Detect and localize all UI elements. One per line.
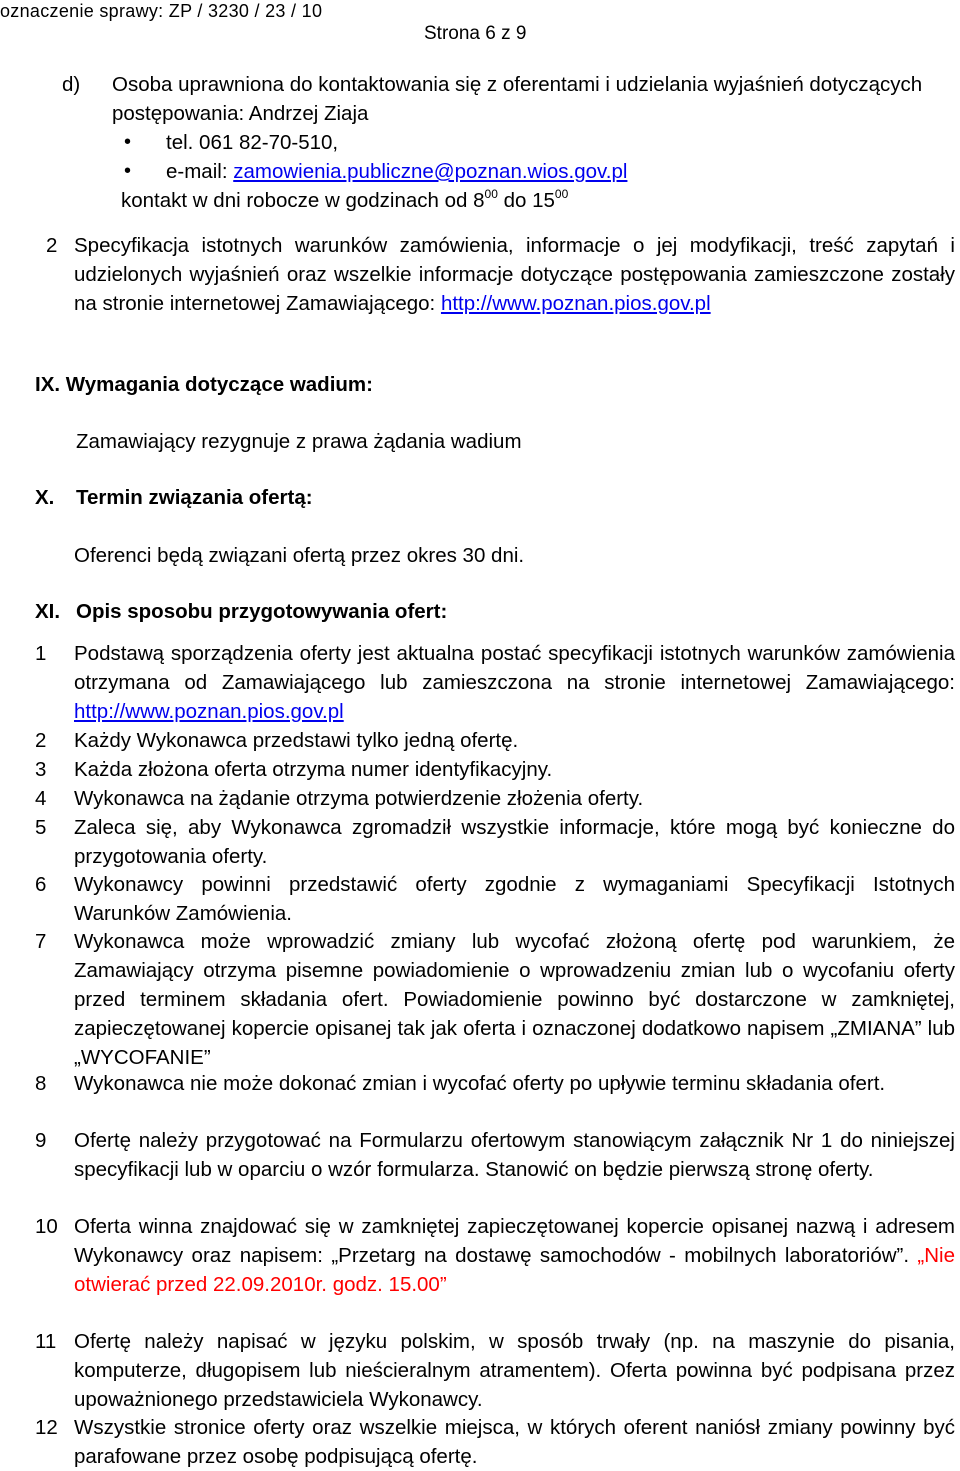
item-number: 12 (35, 1416, 58, 1439)
case-number: oznaczenie sprawy: ZP / 3230 / 23 / 10 (0, 1, 323, 21)
item-number: 1 (35, 642, 47, 665)
page-number: Strona 6 z 9 (424, 23, 527, 44)
section-x-text: Oferenci będą związani ofertą przez okres 30 dni. (74, 544, 525, 567)
section-ix-heading: IX. Wymagania dotyczące wadium: (35, 373, 373, 396)
item-text: Każda złożona oferta otrzyma numer identyfikacyjny. (74, 758, 553, 781)
item-text (74, 1212, 955, 1299)
hours-pre: kontakt w dni robocze w godzinach od 8 (121, 189, 485, 212)
section-xi-title: Opis sposobu przygotowywania ofert: (76, 600, 448, 623)
item-link[interactable]: http://www.poznan.pios.gov.pl (74, 700, 344, 723)
item-number: 5 (35, 816, 47, 839)
do-not-open-notice: „Nie otwierać przed 22.09.2010r. godz. 15.00” (74, 1244, 955, 1296)
item-number: 11 (35, 1330, 57, 1353)
email-link[interactable]: zamowienia.publiczne@poznan.wios.gov.pl (233, 160, 628, 183)
item-text: Wszystkie stronice oferty oraz wszelkie miejsca, w których oferent naniósł zmiany powinny być parafowane przez osobę podpisującą ofertę. (74, 1416, 955, 1468)
item-number: 9 (35, 1129, 47, 1152)
bullet-icon: • (124, 160, 132, 182)
hours-sup-2: 00 (554, 187, 569, 201)
item-number: 4 (35, 787, 47, 810)
item-body: Podstawą sporządzenia oferty jest aktualna postać specyfikacji istotnych warunków zamówienia otrzymana od Zamawiającego lub zamieszczona na stronie internetowej Zamawiającego: (74, 642, 955, 694)
item-text: Zaleca się, aby Wykonawca zgromadził wszystkie informacje, które mogą być konieczne do przygotowania oferty. (74, 816, 955, 868)
item-text: Ofertę należy przygotować na Formularzu ofertowym stanowiącym załącznik Nr 1 do niniejszej specyfikacji lub w oparciu o wzór formularza. Stanowić on będzie pierwszą stronę oferty. (74, 1129, 955, 1181)
item-text (74, 639, 955, 726)
bullet-icon: • (124, 131, 132, 153)
hours-mid: do 15 (497, 189, 555, 212)
item-body: Oferta winna znajdować się w zamkniętej zapieczętowanej kopercie opisanej nazwą i adresem Wykonawcy oraz napisem: „Przetarg na dostawę samochodów - mobilnych laboratoriów”. (74, 1215, 955, 1267)
spec-link[interactable]: http://www.poznan.pios.gov.pl (440, 292, 711, 315)
contact-phone: tel. 061 82-70-510, (166, 131, 339, 154)
section-ix-text: Zamawiający rezygnuje z prawa żądania wadium (76, 430, 522, 453)
item-number: 7 (35, 930, 47, 953)
section-x-number: X. (35, 486, 55, 509)
contact-email-line (166, 157, 627, 186)
section-x-title: Termin związania ofertą: (76, 486, 313, 509)
item-number: 3 (35, 758, 47, 781)
spec-text (74, 231, 955, 318)
item-text: Każdy Wykonawca przedstawi tylko jedną ofertę. (74, 729, 519, 752)
item-number: 6 (35, 873, 47, 896)
item-text: Wykonawca może wprowadzić zmiany lub wycofać złożoną ofertę pod warunkiem, że Zamawiający otrzyma pisemne powiadomienie o wprowadzeniu zmian lub o wycofaniu oferty przed terminem składania ofert. Powiadomienie powinno być dostarczone w zamkniętej, zapieczętowanej kopercie opisanej tak jak oferta i oznaczonej dodatkowo napisem „ZMIANA” lub „WYCOFANIE” (74, 930, 955, 1069)
item-number: 2 (35, 729, 47, 752)
contact-label: d) (62, 73, 81, 96)
spec-body: Specyfikacja istotnych warunków zamówienia, informacje o jej modyfikacji, treść zapytań i udzielonych wyjaśnień oraz wszelkie informacje dotyczące postępowania zamieszczone zostały na stronie internetowej Zamawiającego: (74, 234, 955, 315)
section-xi-number: XI. (35, 600, 61, 623)
hours-sup-1: 00 (484, 187, 498, 201)
item-number: 10 (35, 1215, 58, 1238)
item-text: Wykonawca nie może dokonać zmian i wycofać oferty po upływie terminu składania ofert. (74, 1072, 886, 1095)
item-text: Wykonawca na żądanie otrzyma potwierdzenie złożenia oferty. (74, 787, 644, 810)
item-text: Ofertę należy napisać w języku polskim, w sposób trwały (np. na maszynie do pisania, komputerze, długopisem lub nieścieralnym atramentem). Oferta powinna być podpisana przez upoważnionego przedstawiciela Wykonawcy. (74, 1330, 955, 1411)
item-number: 8 (35, 1072, 47, 1095)
email-prefix: e-mail: (166, 160, 234, 183)
spec-number: 2 (46, 234, 58, 257)
contact-text: Osoba uprawniona do kontaktowania się z oferentami i udzielania wyjaśnień dotyczących postępowania: Andrzej Ziaja (112, 73, 923, 125)
item-text: Wykonawcy powinni przedstawić oferty zgodnie z wymaganiami Specyfikacji Istotnych Warunków Zamówienia. (74, 873, 955, 925)
contact-hours (121, 186, 568, 215)
